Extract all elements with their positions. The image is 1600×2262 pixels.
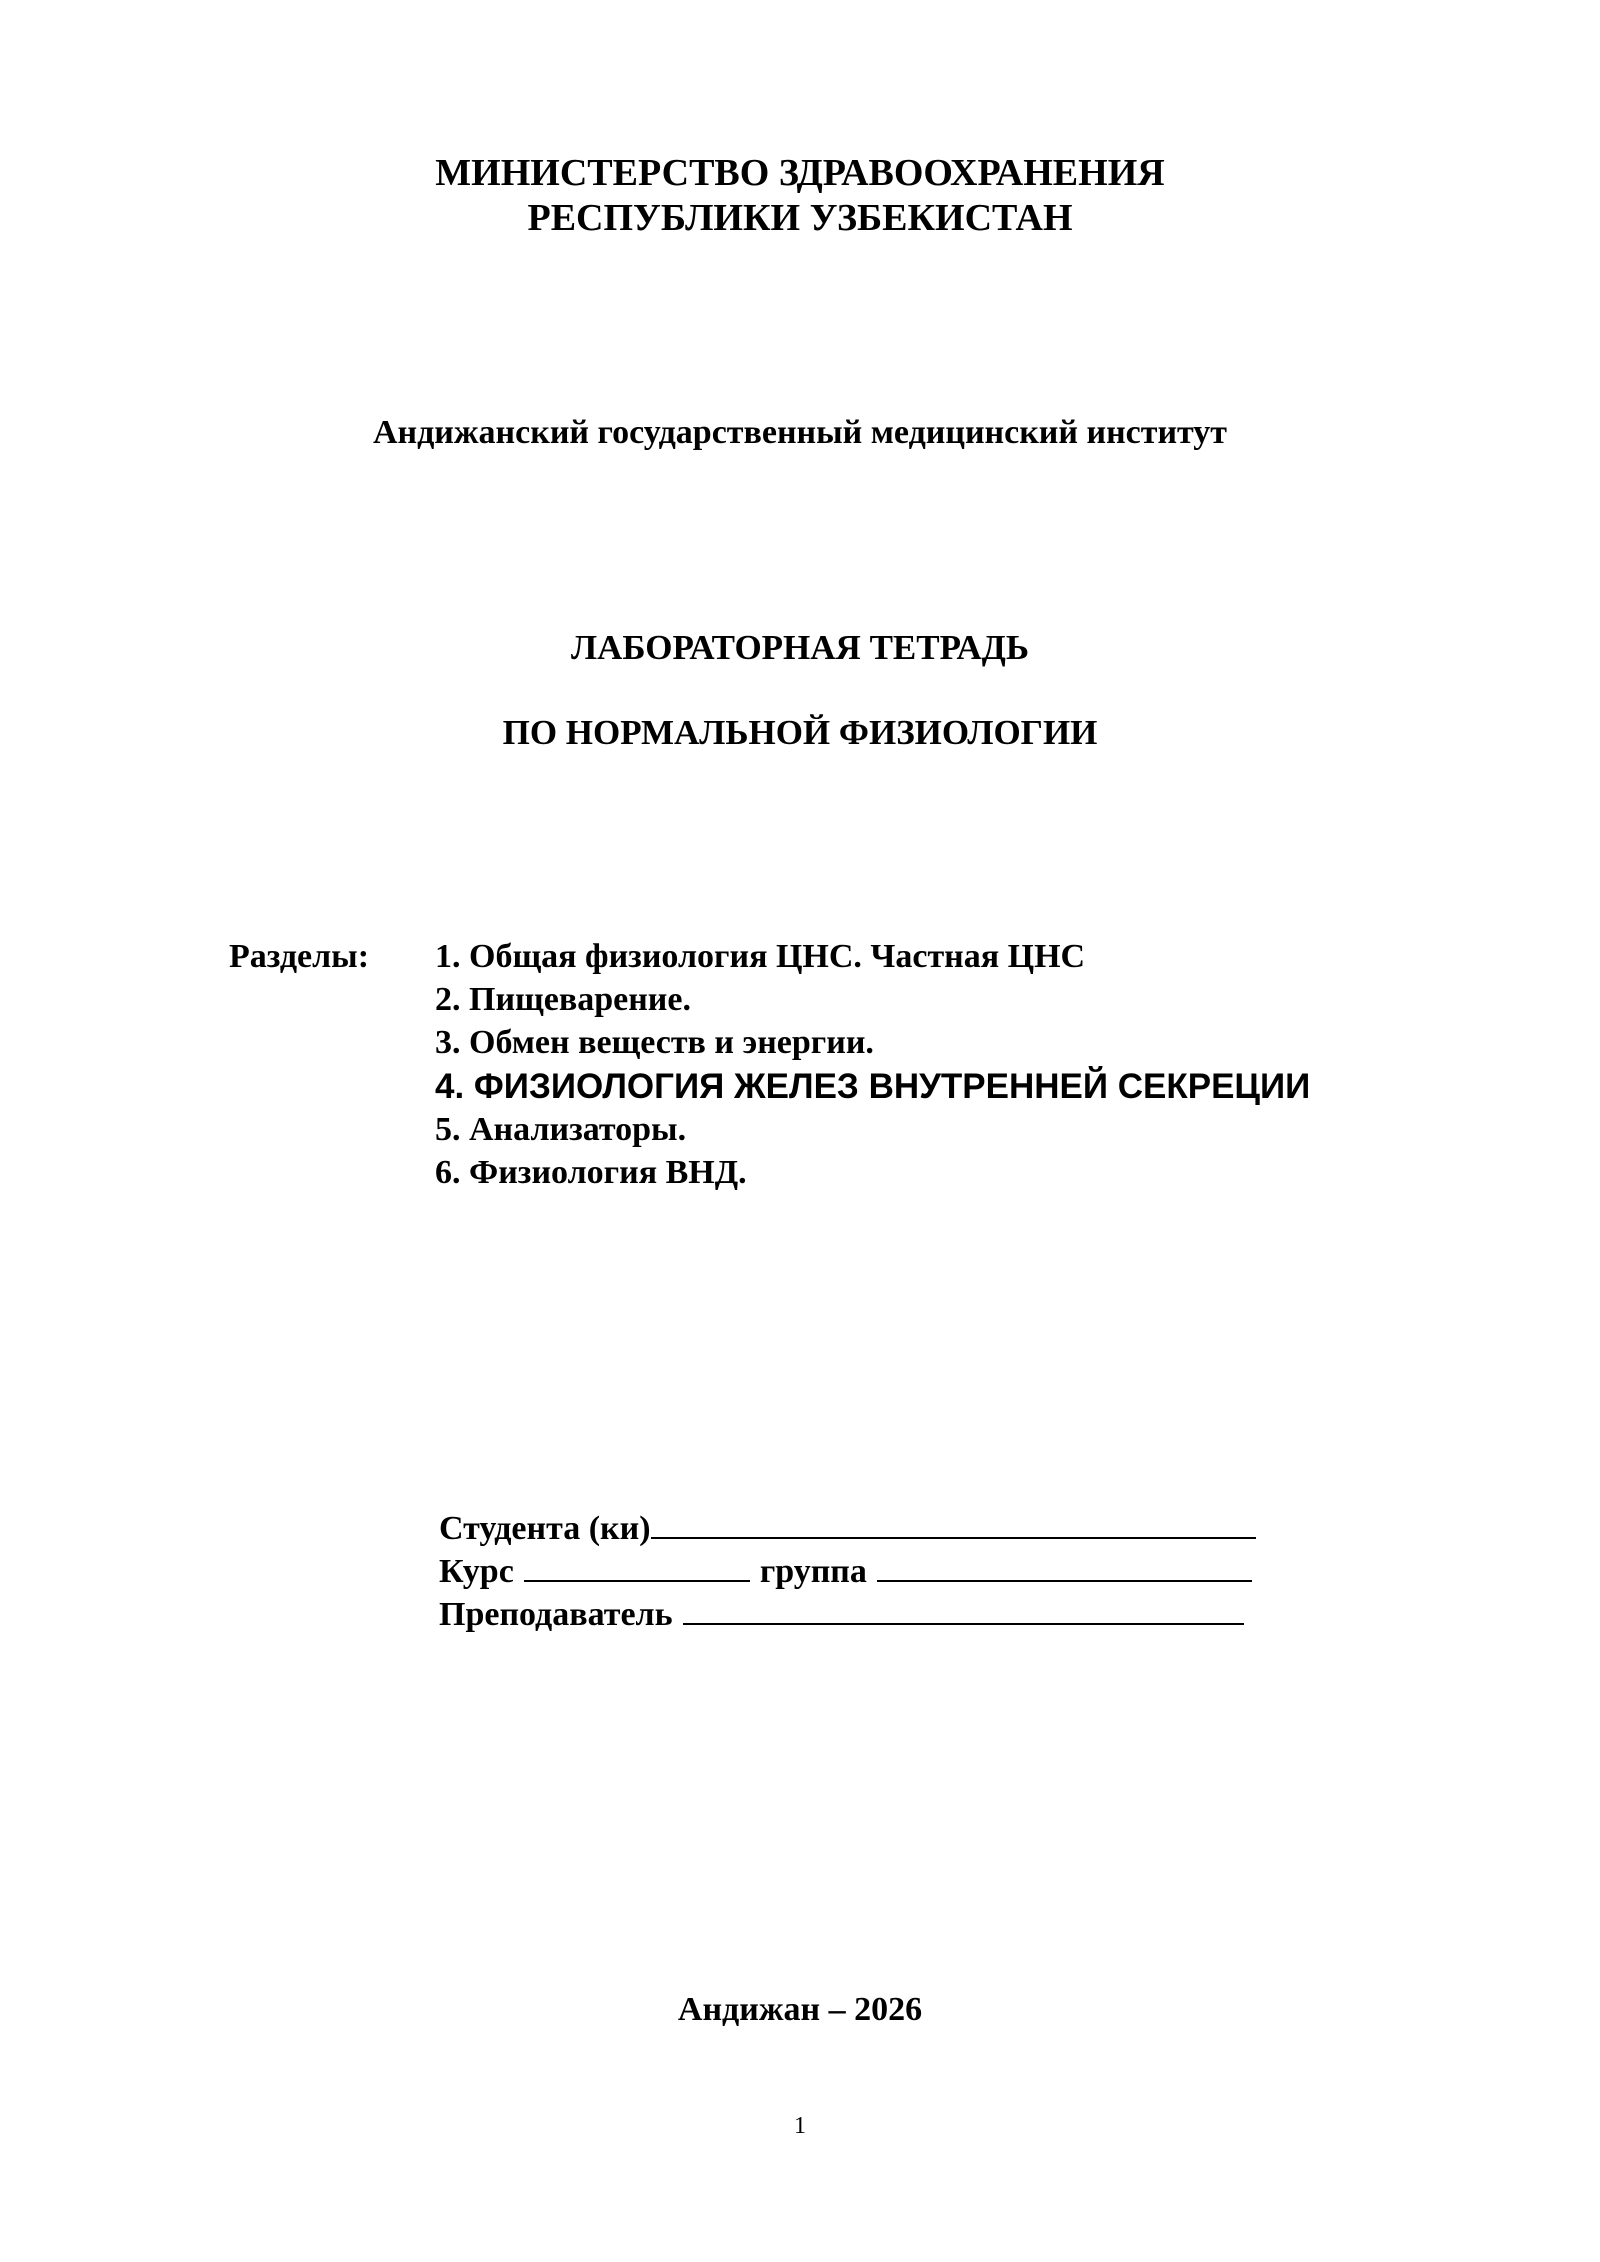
sections-label: Разделы: bbox=[229, 938, 370, 975]
teacher-row bbox=[439, 1593, 1256, 1636]
section-item-4: 4. ФИЗИОЛОГИЯ ЖЕЛЕЗ ВНУТРЕННЕЙ СЕКРЕЦИИ bbox=[435, 1066, 1311, 1106]
course-label: Курс bbox=[439, 1553, 514, 1590]
ministry-line-2: РЕСПУБЛИКИ УЗБЕКИСТАН bbox=[527, 197, 1073, 239]
notebook-title: ЛАБОРАТОРНАЯ ТЕТРАДЬ bbox=[570, 628, 1030, 667]
teacher-label: Преподаватель bbox=[439, 1596, 673, 1633]
teacher-field[interactable] bbox=[683, 1593, 1244, 1625]
course-field[interactable] bbox=[524, 1550, 750, 1582]
page-number: 1 bbox=[794, 2113, 806, 2139]
ministry-line-1: МИНИСТЕРСТВО ЗДРАВООХРАНЕНИЯ bbox=[435, 152, 1165, 194]
group-field[interactable] bbox=[877, 1550, 1252, 1582]
institute-name: Андижанский государственный медицинский институт bbox=[372, 414, 1228, 451]
sections-list bbox=[435, 935, 1310, 1194]
notebook-subject: ПО НОРМАЛЬНОЙ ФИЗИОЛОГИИ bbox=[502, 713, 1098, 752]
student-info-form bbox=[439, 1507, 1256, 1636]
student-row bbox=[439, 1507, 1256, 1550]
section-item-2: 2. Пищеварение. bbox=[435, 981, 691, 1019]
city-year: Андижан – 2026 bbox=[677, 1991, 923, 2028]
section-item-5: 5. Анализаторы. bbox=[435, 1110, 687, 1148]
ministry-heading bbox=[0, 151, 1600, 241]
student-label: Студента (ки) bbox=[439, 1510, 651, 1547]
section-item-3: 3. Обмен веществ и энергии. bbox=[435, 1024, 874, 1062]
section-item-6: 6. Физиология ВНД. bbox=[435, 1154, 747, 1192]
course-group-row bbox=[439, 1550, 1256, 1593]
student-name-field[interactable] bbox=[651, 1507, 1256, 1539]
section-item-1: 1. Общая физиология ЦНС. Частная ЦНС bbox=[435, 938, 1086, 975]
group-label: группа bbox=[759, 1553, 867, 1590]
